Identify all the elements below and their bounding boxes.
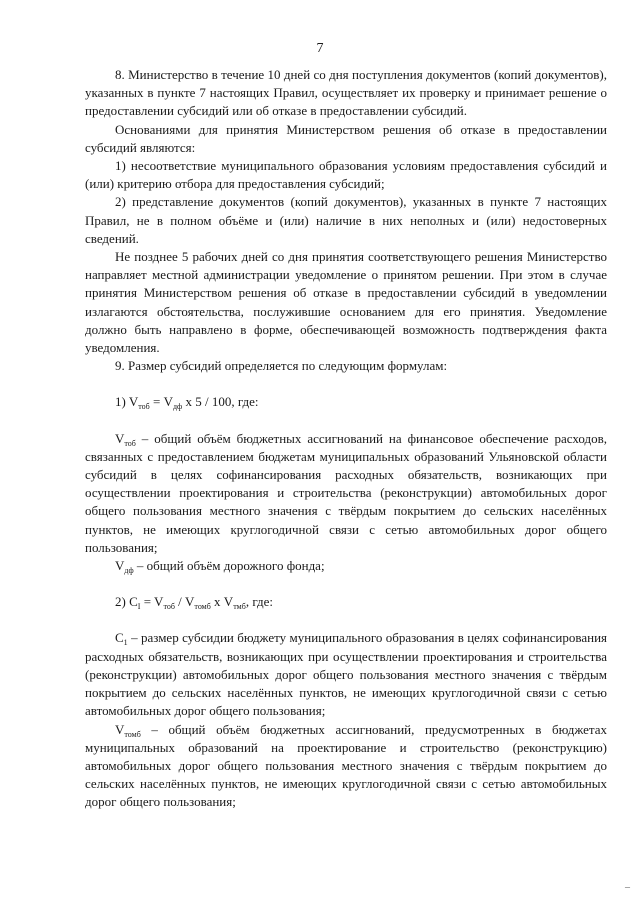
definition-c1 [85, 629, 607, 720]
scan-edge-mark: – [625, 881, 630, 893]
paragraph-item-9: 9. Размер субсидий определяется по следующим формулам: [115, 358, 448, 374]
formula-2-slash: / [178, 594, 182, 610]
page-number: 7 [316, 41, 324, 56]
formula-2-sub-tomb: томб [194, 602, 211, 612]
def-v-df-text: – общий объём дорожного фонда; [136, 558, 325, 574]
paragraph-ground-1: 1) несоответствие муниципального образования условиям предоставления субсидий и (или) критерию отбора для предоставления субсидий; [85, 158, 607, 192]
def-v-tomb-text: – общий объём бюджетных ассигнований, предусмотренных в бюджетах муниципальных образований на проектирование и строительство (реконструкцию) автомобильных дорог общего пользования местного значения с твёрдым покрытием до сельских населённых пунктов, не имеющих круглогодичной связи с сетью автомобильных дорог общего пользования; [85, 721, 608, 810]
definition-v-tob [85, 430, 607, 557]
definition-v-df [85, 557, 607, 575]
def-c1-text: – размер субсидии бюджету муниципального образования в целях софинансирования расходных обязательств, возникающих при осуществлении проектирования и строительства (реконструкции) автомобильных дорог общего пользования местного значения с твёрдым покрытием до сельских населённых пунктов, не имеющих круглогодичной связи с сетью автомобильных дорог общего пользования; [85, 630, 608, 719]
def-v-tob-text: – общий объём бюджетных ассигнований на финансовое обеспечение расходов, связанных с предоставлением бюджетам муниципальных образований Ульяновской области субсидий в целях софинансирования расходных обязательств, возникающих при осуществлении проектирования и строительства (реконструкции) автомобильных дорог общего пользования местного значения с твёрдым покрытием до сельских населённых пунктов, не имеющих круглогодичной связи с сетью автомобильных дорог общего пользования; [85, 430, 607, 555]
paragraph-item-8: 8. Министерство в течение 10 дней со дня поступления документов (копий документов), указанных в пункте 7 настоящих Правил, осуществляет их проверку и принимает решение о предоставлении субсидий или об отказе в предоставлении субсидий. [85, 67, 607, 119]
formula-2-equals: = [143, 594, 152, 610]
def-c1-sub: 1 [123, 638, 128, 648]
formula-2-v-tomb: V [185, 594, 195, 610]
paragraph-refusal-grounds: Основаниями для принятия Министерством решения об отказе в предоставлении субсидий являются: [85, 121, 607, 155]
definition-v-tomb [85, 721, 607, 812]
formula-2-c: C [129, 594, 138, 610]
formula-2-tail: , где: [245, 594, 274, 610]
def-v-tomb-sub: томб [124, 729, 141, 739]
def-v-tob-symbol: V [115, 430, 125, 446]
formula-1-sub-tob: тоб [138, 402, 150, 412]
formula-1-equals: = [152, 394, 161, 410]
formula-1-v-right: V [163, 394, 173, 410]
formula-2-v-tob: V [154, 594, 164, 610]
def-c1-symbol: C [115, 630, 124, 646]
formula-2-sub-tob: тоб [163, 602, 175, 612]
formula-2-number: 2) [115, 594, 126, 610]
formula-1-tail: х 5 / 100, где: [185, 394, 259, 410]
def-v-df-symbol: V [115, 558, 125, 574]
formula-2-sub-i: I [137, 602, 141, 612]
formula-2-v-tmb: V [223, 594, 234, 610]
paragraph-ground-2: 2) представление документов (копий документов), указанных в пункте 7 настоящих Правил, не в полном объёме и (или) наличие в них неполных и (или) недостоверных сведений. [85, 194, 607, 246]
formula-1-number: 1) [115, 394, 126, 410]
formula-1-v-left: V [128, 394, 139, 410]
formula-1 [85, 393, 607, 411]
paragraph-notification: Не позднее 5 рабочих дней со дня принятия соответствующего решения Министерство направляет местной администрации уведомление о принятом решении. При этом в случае принятия Министерством решения об отказе в предоставлении субсидий в уведомлении излагаются обстоятельства, послужившие основанием для его принятия. Уведомление должно быть направлено в форме, обеспечивающей возможность подтверждения факта уведомления. [85, 249, 607, 356]
formula-2-sub-tmb: тмб [233, 602, 246, 612]
formula-2 [85, 593, 607, 611]
formula-2-multiply: х [214, 594, 221, 610]
formula-1-sub-df: дф [172, 402, 183, 412]
def-v-tomb-symbol: V [115, 721, 125, 737]
def-v-tob-sub: тоб [124, 438, 136, 448]
document-body [85, 66, 607, 812]
def-v-df-sub: дф [124, 566, 134, 576]
